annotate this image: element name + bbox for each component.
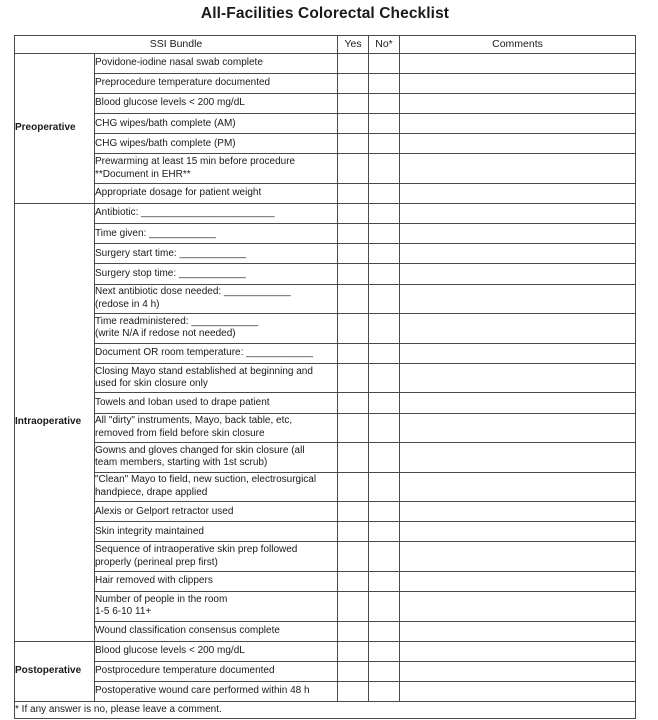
header-no: No* [369,36,400,54]
comments-cell[interactable] [400,134,636,154]
header-row [15,36,636,54]
checklist-item: Antibiotic: ________________________ [95,204,338,224]
checklist-row [15,184,636,204]
yes-cell[interactable] [338,204,369,224]
checklist-item: Closing Mayo stand established at beginning and used for skin closure only [95,363,338,393]
yes-cell[interactable] [338,264,369,284]
checklist-item: CHG wipes/bath complete (PM) [95,134,338,154]
section-label: Intraoperative [15,204,95,642]
comments-cell[interactable] [400,204,636,224]
checklist-item: Sequence of intraoperative skin prep followed properly (perineal prep first) [95,542,338,572]
comments-cell[interactable] [400,54,636,74]
yes-cell[interactable] [338,314,369,344]
checklist-row [15,572,636,592]
checklist-row [15,472,636,502]
checklist-item: All "dirty" instruments, Mayo, back table, etc, removed from field before skin closure [95,413,338,443]
checklist-row [15,682,636,702]
checklist-item: Gowns and gloves changed for skin closure (all team members, starting with 1st scrub) [95,443,338,473]
section-label: Postoperative [15,641,95,701]
footnote: * If any answer is no, please leave a comment. [15,702,636,719]
no-cell[interactable] [369,522,400,542]
checklist-row [15,661,636,681]
comments-cell[interactable] [400,94,636,114]
comments-cell[interactable] [400,114,636,134]
no-cell[interactable] [369,641,400,661]
yes-cell[interactable] [338,154,369,184]
no-cell[interactable] [369,592,400,622]
checklist-item: Blood glucose levels < 200 mg/dL [95,641,338,661]
checklist-table [14,35,636,719]
comments-cell[interactable] [400,542,636,572]
checklist-item: Blood glucose levels < 200 mg/dL [95,94,338,114]
comments-cell[interactable] [400,502,636,522]
comments-cell[interactable] [400,363,636,393]
yes-cell[interactable] [338,641,369,661]
no-cell[interactable] [369,621,400,641]
checklist-item: Hair removed with clippers [95,572,338,592]
no-cell[interactable] [369,184,400,204]
checklist-item: Surgery start time: ____________ [95,244,338,264]
comments-cell[interactable] [400,592,636,622]
footnote-row [15,702,636,719]
no-cell[interactable] [369,154,400,184]
checklist-item: Time given: ____________ [95,224,338,244]
comments-cell[interactable] [400,314,636,344]
comments-cell[interactable] [400,74,636,94]
checklist-item: Appropriate dosage for patient weight [95,184,338,204]
checklist-row [15,114,636,134]
checklist-item: Time readministered: ____________ (write N/A if redose not needed) [95,314,338,344]
checklist-row [15,542,636,572]
checklist-item: Document OR room temperature: ____________ [95,343,338,363]
no-cell[interactable] [369,393,400,413]
yes-cell[interactable] [338,54,369,74]
no-cell[interactable] [369,74,400,94]
checklist-item: Towels and Ioban used to drape patient [95,393,338,413]
checklist-row [15,54,636,74]
yes-cell[interactable] [338,542,369,572]
checklist-item: Postoperative wound care performed within 48 h [95,682,338,702]
no-cell[interactable] [369,264,400,284]
checklist-item: Surgery stop time: ____________ [95,264,338,284]
yes-cell[interactable] [338,343,369,363]
no-cell[interactable] [369,134,400,154]
checklist-row [15,343,636,363]
header-yes: Yes [338,36,369,54]
no-cell[interactable] [369,443,400,473]
comments-cell[interactable] [400,641,636,661]
comments-cell[interactable] [400,393,636,413]
yes-cell[interactable] [338,682,369,702]
no-cell[interactable] [369,363,400,393]
yes-cell[interactable] [338,74,369,94]
yes-cell[interactable] [338,621,369,641]
no-cell[interactable] [369,343,400,363]
no-cell[interactable] [369,472,400,502]
checklist-row [15,363,636,393]
page-title: All-Facilities Colorectal Checklist [200,5,450,22]
comments-cell[interactable] [400,682,636,702]
yes-cell[interactable] [338,284,369,314]
checklist-row [15,154,636,184]
comments-cell[interactable] [400,343,636,363]
comments-cell[interactable] [400,621,636,641]
checklist-row [15,393,636,413]
checklist-item: Povidone-iodine nasal swab complete [95,54,338,74]
comments-cell[interactable] [400,661,636,681]
checklist-body [15,54,636,702]
yes-cell[interactable] [338,443,369,473]
checklist-item: Postprocedure temperature documented [95,661,338,681]
yes-cell[interactable] [338,363,369,393]
checklist-row [15,244,636,264]
checklist-item: Skin integrity maintained [95,522,338,542]
comments-cell[interactable] [400,472,636,502]
checklist-row [15,502,636,522]
checklist-item: Number of people in the room 1-5 6-10 11+ [95,592,338,622]
checklist-item: "Clean" Mayo to field, new suction, electrosurgical handpiece, drape applied [95,472,338,502]
no-cell[interactable] [369,502,400,522]
checklist-row [15,264,636,284]
header-ssi-bundle: SSI Bundle [15,36,338,54]
checklist-row [15,224,636,244]
no-cell[interactable] [369,94,400,114]
yes-cell[interactable] [338,114,369,134]
yes-cell[interactable] [338,472,369,502]
yes-cell[interactable] [338,592,369,622]
checklist-row [15,284,636,314]
yes-cell[interactable] [338,661,369,681]
comments-cell[interactable] [400,244,636,264]
checklist-item: Preprocedure temperature documented [95,74,338,94]
checklist-row [15,592,636,622]
yes-cell[interactable] [338,94,369,114]
comments-cell[interactable] [400,572,636,592]
no-cell[interactable] [369,54,400,74]
no-cell[interactable] [369,661,400,681]
checklist-row [15,94,636,114]
no-cell[interactable] [369,244,400,264]
checklist-item: Next antibiotic dose needed: ____________ (redose in 4 h) [95,284,338,314]
yes-cell[interactable] [338,572,369,592]
checklist-row [15,413,636,443]
comments-cell[interactable] [400,224,636,244]
checklist-row [15,74,636,94]
no-cell[interactable] [369,542,400,572]
no-cell[interactable] [369,314,400,344]
comments-cell[interactable] [400,413,636,443]
yes-cell[interactable] [338,134,369,154]
comments-cell[interactable] [400,264,636,284]
checklist-item: Wound classification consensus complete [95,621,338,641]
yes-cell[interactable] [338,522,369,542]
checklist-row [15,204,636,224]
checklist-row [15,134,636,154]
checklist-row [15,522,636,542]
checklist-item: Alexis or Gelport retractor used [95,502,338,522]
no-cell[interactable] [369,572,400,592]
no-cell[interactable] [369,284,400,314]
comments-cell[interactable] [400,154,636,184]
checklist-row [15,641,636,661]
yes-cell[interactable] [338,393,369,413]
checklist-row [15,621,636,641]
header-comments: Comments [400,36,636,54]
section-label: Preoperative [15,54,95,204]
comments-cell[interactable] [400,284,636,314]
no-cell[interactable] [369,224,400,244]
yes-cell[interactable] [338,244,369,264]
checklist-item: CHG wipes/bath complete (AM) [95,114,338,134]
comments-cell[interactable] [400,522,636,542]
checklist-row [15,314,636,344]
checklist-row [15,443,636,473]
no-cell[interactable] [369,413,400,443]
no-cell[interactable] [369,682,400,702]
yes-cell[interactable] [338,413,369,443]
comments-cell[interactable] [400,443,636,473]
no-cell[interactable] [369,114,400,134]
yes-cell[interactable] [338,224,369,244]
no-cell[interactable] [369,204,400,224]
yes-cell[interactable] [338,502,369,522]
comments-cell[interactable] [400,184,636,204]
checklist-item: Prewarming at least 15 min before procedure **Document in EHR** [95,154,338,184]
yes-cell[interactable] [338,184,369,204]
